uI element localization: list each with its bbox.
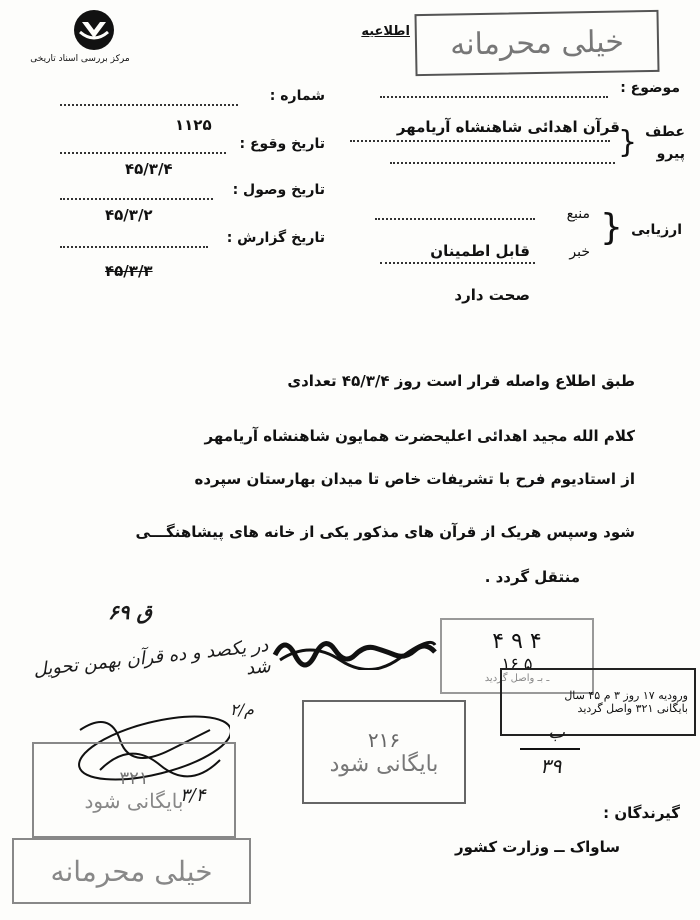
archive-stamp-left xyxy=(32,742,236,838)
news-value: قابل اطمینان xyxy=(430,242,530,260)
news-label: خبر xyxy=(569,244,590,260)
archive-stamp-center-text: بایگانی شود xyxy=(329,751,439,777)
subject-label: موضوع : xyxy=(620,80,680,96)
recipients-value: ساواک ــ وزارت کشور xyxy=(455,838,620,856)
receipt-date-value: ۴۵/۳/۲ xyxy=(105,206,153,224)
reference-fraction-top: ب xyxy=(548,722,565,743)
number-value: ۱۱۲۵ xyxy=(175,116,212,134)
evaluation-brace: } xyxy=(600,207,623,248)
archive-stamp-left-text: بایگانی شود xyxy=(84,788,184,813)
receipt-stamp-line-1: ورودیه ۱۷ روز ۳ م ۴۵ سال xyxy=(564,689,688,702)
receipt-date-dots xyxy=(60,198,213,200)
classification-stamp-bottom-text: خیلی محرمانه xyxy=(50,854,213,888)
classification-stamp-top-text: خیلی محرمانه xyxy=(449,23,625,63)
accuracy-value: صحت دارد xyxy=(454,286,530,304)
body-line-1: طبق اطلاع واصله قرار است روز ۴۵/۳/۴ تعدادی xyxy=(287,372,635,390)
grey-register-caption: ـ بـ واصل گردید xyxy=(484,672,550,684)
receipt-stamp xyxy=(500,668,696,736)
handwritten-small-note: ۲/م xyxy=(230,700,254,719)
event-date-label: تاریخ وقوع : xyxy=(239,136,325,152)
subject-value: قرآن اهدائی شاهنشاه آریامهر xyxy=(396,118,620,136)
report-date-dots xyxy=(60,246,208,248)
reference-label: عطف xyxy=(645,124,685,140)
source-dots xyxy=(375,218,535,220)
handwritten-note-line: در یکصد و ده قرآن بهمن تحویل شد xyxy=(32,635,272,681)
handwritten-bottom-note: ۳/۴ xyxy=(180,785,206,806)
logo-caption: مرکز بررسی اسناد تاریخی xyxy=(30,54,130,64)
archive-logo-icon xyxy=(20,8,140,52)
archive-stamp-left-number: ۳۲۱ xyxy=(119,767,149,789)
body-line-5: منتقل گردد . xyxy=(484,568,580,586)
number-dots xyxy=(60,104,238,106)
archive-stamp-center xyxy=(302,700,466,804)
news-dots xyxy=(380,262,535,264)
classification-stamp-top xyxy=(414,10,659,76)
body-line-2: کلام الله مجید اهدائی اعلیحضرت همایون شاهنشاه آریامهر xyxy=(204,427,635,445)
reference-fraction-bottom: ۳۹ xyxy=(540,754,562,778)
reference-fraction-bar xyxy=(520,748,580,750)
event-date-dots xyxy=(60,152,226,154)
grey-register-numbers-2: ۱۶ ۵ xyxy=(501,653,533,673)
recipients-label: گیرندگان : xyxy=(603,804,680,822)
receipt-stamp-line-2: بایگانی ۳۲۱ واصل گردید xyxy=(577,702,688,715)
follow-up-dots xyxy=(390,162,615,164)
report-date-label: تاریخ گزارش : xyxy=(226,230,325,246)
evaluation-label: ارزیابی xyxy=(631,222,682,238)
follow-up-label: پیرو xyxy=(656,146,685,162)
reference-brace: } xyxy=(618,125,638,160)
subject-dots xyxy=(380,96,608,98)
document-type: اطلاعیه xyxy=(361,24,410,39)
event-date-value: ۴۵/۳/۴ xyxy=(125,160,173,178)
archive-logo xyxy=(20,8,140,70)
body-line-3: از استادیوم فرح با تشریفات خاص تا میدان بهارستان سپرده xyxy=(194,470,635,488)
source-label: منبع xyxy=(566,206,590,222)
archive-stamp-center-number: ۲۱۶ xyxy=(367,727,401,752)
report-date-value: ۴۵/۳/۳ xyxy=(105,262,153,280)
subject-dots-2 xyxy=(350,140,610,142)
body-line-4: شود وسپس هریک از قرآن های مذکور یکی از خانه های پیشاهنگـــی xyxy=(135,523,635,541)
grey-register-numbers: ۴ ۹ ۴ xyxy=(492,628,542,654)
scribble-mark xyxy=(270,630,440,670)
classification-stamp-bottom xyxy=(12,838,251,904)
receipt-date-label: تاریخ وصول : xyxy=(232,182,325,198)
handwritten-top-note: ق ۶۹ xyxy=(108,600,152,624)
number-label: شماره : xyxy=(269,88,325,104)
